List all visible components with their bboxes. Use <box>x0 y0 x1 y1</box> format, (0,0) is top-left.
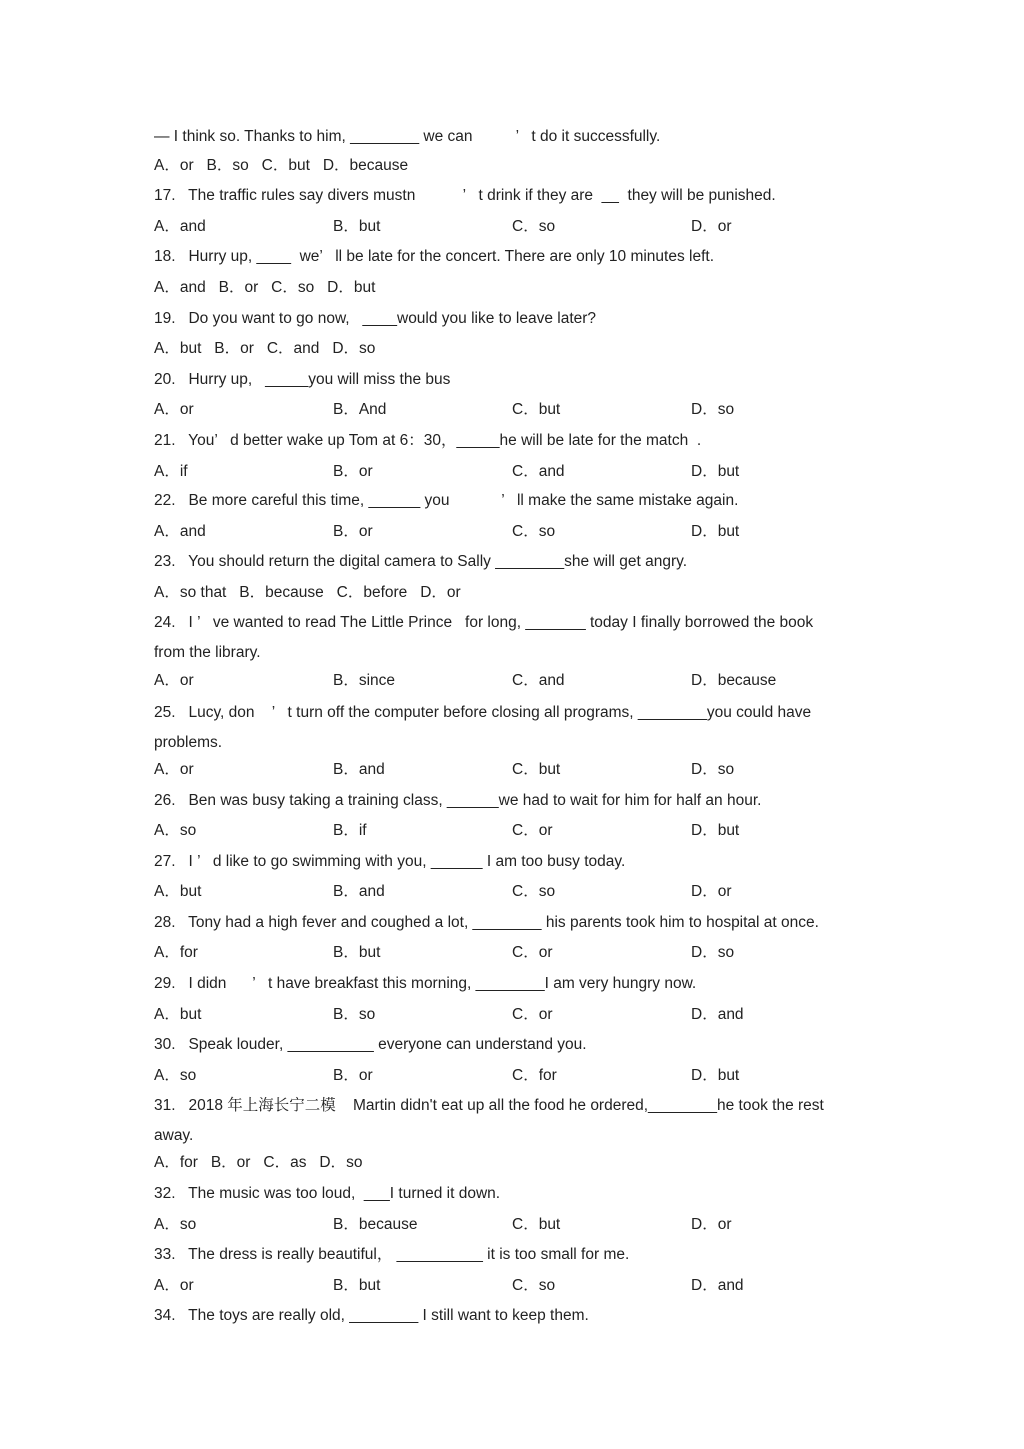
option-d: D．but <box>691 523 740 540</box>
option-d: D．because <box>691 672 777 689</box>
option-b: B．and <box>333 761 385 778</box>
option-c: C．or <box>512 1006 553 1023</box>
option-d: D．or <box>691 218 732 235</box>
question-18-options: A．and B．or C．so D．but <box>154 279 376 296</box>
question-16-options: A．or B．so C．but D．because <box>154 157 409 174</box>
option-a: A．and <box>154 523 206 540</box>
option-c: C．so <box>512 523 556 540</box>
question-34: 34. The toys are really old, ________ I still want to keep them. <box>154 1307 589 1324</box>
question-31-continuation: away. <box>154 1127 194 1144</box>
question-19: 19. Do you want to go now, ____would you like to leave later? <box>154 310 597 327</box>
question-21: 21. You’ d better wake up Tom at 6：30，_____he will be late for the match . <box>154 432 702 449</box>
option-d: D．but <box>691 822 740 839</box>
question-18: 18. Hurry up, ____ we’ ll be late for the concert. There are only 10 minutes left. <box>154 248 715 265</box>
question-19-options: A．but B．or C．and D．so <box>154 340 376 357</box>
option-d: D．and <box>691 1277 744 1294</box>
question-27: 27. I ’ d like to go swimming with you, ______ I am too busy today. <box>154 853 626 870</box>
question-30: 30. Speak louder, __________ everyone can understand you. <box>154 1036 587 1053</box>
question-25-continuation: problems. <box>154 734 223 751</box>
option-b: B．if <box>333 822 367 839</box>
question-31-options: A．for B．or C．as D．so <box>154 1154 363 1171</box>
option-c: C．but <box>512 401 561 418</box>
question-28: 28. Tony had a high fever and coughed a lot, ________ his parents took him to hospital at once. <box>154 914 819 931</box>
option-a: A．if <box>154 463 188 480</box>
option-b: B．or <box>333 1067 373 1084</box>
option-c: C．so <box>512 883 556 900</box>
question-20: 20. Hurry up, _____you will miss the bus <box>154 371 451 388</box>
option-a: A．for <box>154 944 198 961</box>
question-24: 24. I ’ ve wanted to read The Little Prince for long, _______ today I finally borrowed the book <box>154 614 814 631</box>
question-24-continuation: from the library. <box>154 644 261 661</box>
option-b: B．but <box>333 218 381 235</box>
option-b: B．but <box>333 1277 381 1294</box>
question-31: 31. 2018 年上海长宁二模 Martin didn't eat up all the food he ordered,________he took the rest <box>154 1097 824 1114</box>
option-c: C．or <box>512 944 553 961</box>
option-c: C．and <box>512 672 565 689</box>
option-a: A．but <box>154 883 202 900</box>
option-b: B．and <box>333 883 385 900</box>
option-c: C．for <box>512 1067 557 1084</box>
option-d: D．but <box>691 463 740 480</box>
option-b: B．or <box>333 523 373 540</box>
option-b: B．or <box>333 463 373 480</box>
option-c: C．or <box>512 822 553 839</box>
option-a: A．so <box>154 1067 197 1084</box>
option-c: C．but <box>512 761 561 778</box>
option-b: B．so <box>333 1006 376 1023</box>
option-d: D．so <box>691 944 735 961</box>
question-32: 32. The music was too loud, ___I turned it down. <box>154 1185 501 1202</box>
option-c: C．so <box>512 218 556 235</box>
question-22: 22. Be more careful this time, ______ you ’ ll make the same mistake again. <box>154 492 739 509</box>
question-16-continuation: — I think so. Thanks to him, ________ we can ’ t do it successfully. <box>154 128 661 145</box>
option-d: D．so <box>691 761 735 778</box>
option-a: A．but <box>154 1006 202 1023</box>
option-b: B．And <box>333 401 387 418</box>
question-23: 23. You should return the digital camera to Sally ________she will get angry. <box>154 553 688 570</box>
question-29: 29. I didn ’ t have breakfast this morning, ________I am very hungry now. <box>154 975 697 992</box>
question-23-options: A．so that B．because C．before D．or <box>154 584 461 601</box>
question-26: 26. Ben was busy taking a training class, ______we had to wait for him for half an hour. <box>154 792 762 809</box>
option-c: C．and <box>512 463 565 480</box>
option-d: D．and <box>691 1006 744 1023</box>
option-b: B．since <box>333 672 396 689</box>
option-d: D．but <box>691 1067 740 1084</box>
option-d: D．or <box>691 883 732 900</box>
option-a: A．and <box>154 218 206 235</box>
question-17: 17. The traffic rules say divers mustn ’ t drink if they are __ they will be punished. <box>154 187 776 204</box>
option-a: A．so <box>154 822 197 839</box>
option-b: B．because <box>333 1216 418 1233</box>
option-a: A．or <box>154 761 194 778</box>
option-c: C．so <box>512 1277 556 1294</box>
option-d: D．so <box>691 401 735 418</box>
question-25: 25. Lucy, don ’ t turn off the computer before closing all programs, ________you could have <box>154 704 812 721</box>
option-b: B．but <box>333 944 381 961</box>
question-33: 33. The dress is really beautiful， __________ it is too small for me. <box>154 1246 630 1263</box>
option-a: A．or <box>154 1277 194 1294</box>
option-a: A．so <box>154 1216 197 1233</box>
option-a: A．or <box>154 672 194 689</box>
option-c: C．but <box>512 1216 561 1233</box>
option-a: A．or <box>154 401 194 418</box>
option-d: D．or <box>691 1216 732 1233</box>
